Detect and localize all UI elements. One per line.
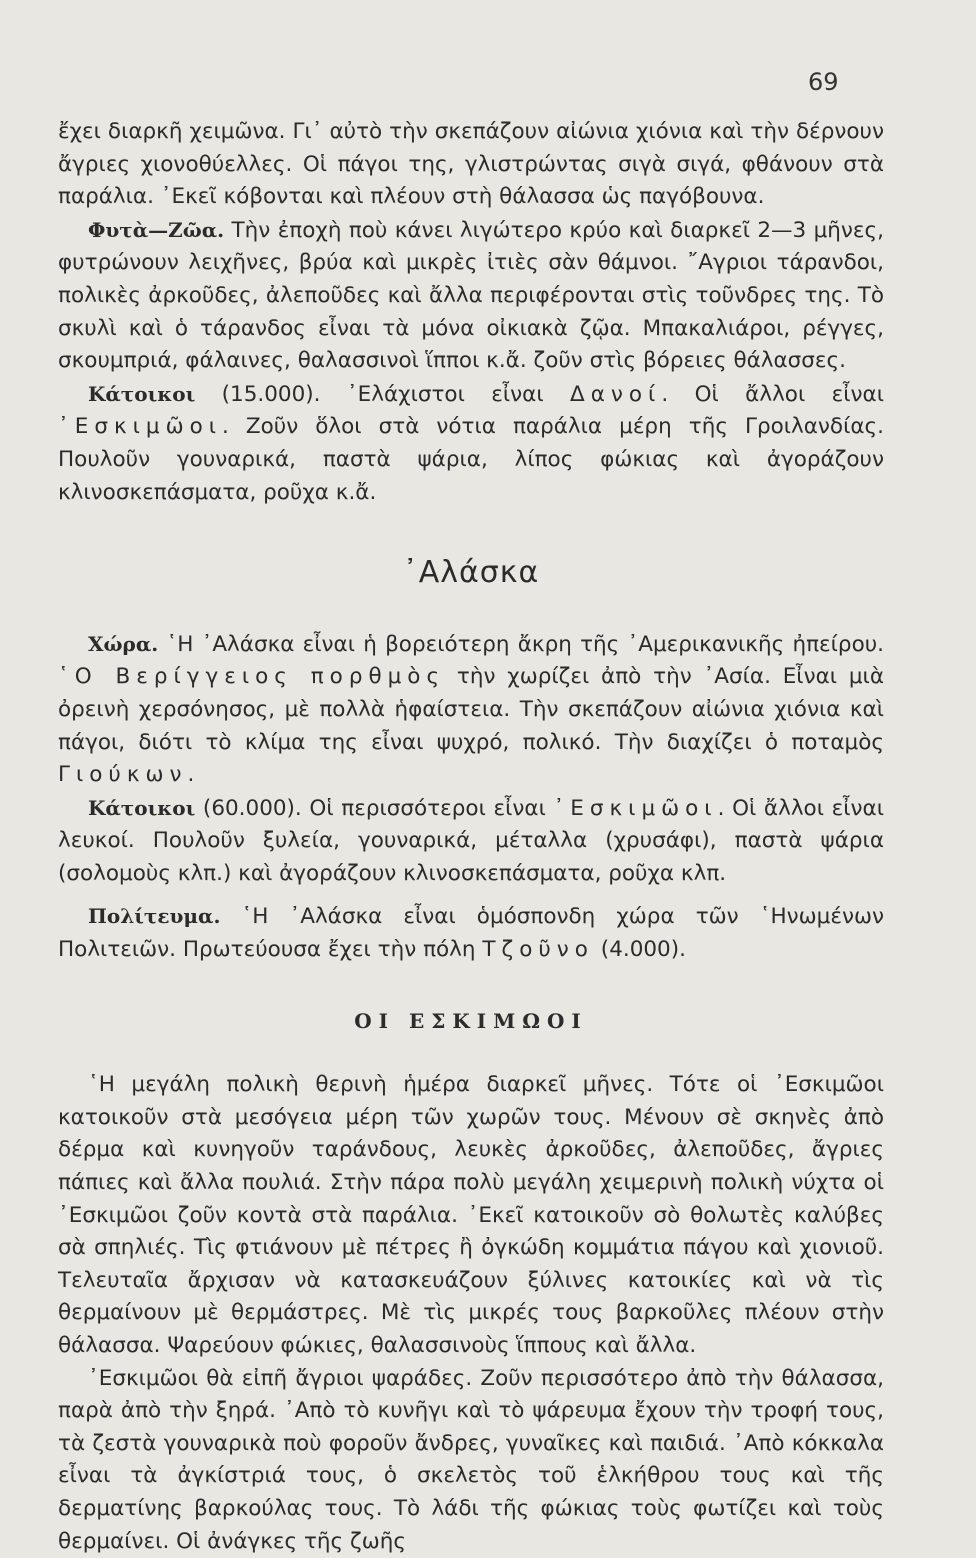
alaska-inhabitants-label: Κάτοικοι <box>88 795 196 820</box>
greenland-inhabitants-paragraph <box>58 378 884 509</box>
yukon-term: Γιούκων <box>58 762 188 788</box>
juneau-term: Τζοῦνο <box>482 937 594 963</box>
alaska-country-a: ῾Η ᾿Αλάσκα εἶναι ἡ βορειότερη ἄκρη τῆς ᾿Αμερικανικῆς ἠπείρου. <box>158 631 884 657</box>
alaska-inhabitants-b: . Οἱ ἄλλοι εἶναι λευκοί. Πουλοῦν ξυλεία, γουναρικά, μέταλλα (χρυσάφι), παστὰ ψάρια (σολομοὺς κλπ.) καὶ ἀγοράζουν κλινοσκεπάσματα, ροῦχα κλπ. <box>58 795 884 886</box>
flora-fauna-paragraph <box>58 214 884 378</box>
bering-strait-term: ῾Ο Βερίγγειος πορθμὸς <box>58 664 446 690</box>
alaska-polity-b: (4.000). <box>593 937 686 963</box>
greenland-inhabitants-b: . Οἱ ἄλλοι εἶναι <box>661 381 884 407</box>
page-body <box>58 116 884 1558</box>
alaska-polity-paragraph <box>58 900 884 966</box>
eskimos-paragraph-1: ῾Η μεγάλη πολικὴ θερινὴ ἡμέρα διαρκεῖ μῆνες. Τότε οἱ ᾿Εσκιμῶοι κατοικοῦν στὰ μεσόγεια μέρη τῶν χωρῶν τους. Μένουν σὲ σκηνὲς ἀπὸ δέρμα καὶ κυνηγοῦν ταράνδους, λευκὲς ἀρκοῦδες, ἀλεποῦδες, ἄγριες πάπιες καὶ ἄλλα πουλιά. Στὴν πάρα πολὺ μεγάλη χειμερινὴ πολικὴ νύχτα οἱ ᾿Εσκιμῶοι ζοῦν κοντὰ στὰ παράλια. ᾿Εκεῖ κατοικοῦν σὸ θολωτὲς καλύβες σὰ σπηλιές. Τὶς φτιάνουν μὲ πέτρες ἢ ὀγκώδη κομμάτια πάγου καὶ χιονιοῦ. Τελευταῖα ἄρχισαν νὰ κατασκευάζουν ξύλινες κατοικίες καὶ νὰ τὶς θερμαίνουν μὲ θερμάστρες. Μὲ τὶς μικρές τους βαρκοῦλες πλέουν στὴν θάλασσα. Ψαρεύουν φώκιες, θαλασσινοὺς ἵππους καὶ ἄλλα. <box>58 1072 884 1358</box>
alaska-inhabitants-a: (60.000). Οἱ περισσότεροι εἶναι <box>195 795 554 821</box>
page-number: 69 <box>808 68 839 96</box>
eskimos-term: ᾿Εσκιμῶοι <box>58 414 223 440</box>
alaska-title: ᾿Αλάσκα <box>402 555 540 591</box>
flora-fauna-text: Τὴν ἐποχὴ ποὺ κάνει λιγώτερο κρύο καὶ διαρκεῖ 2—3 μῆνες, φυτρώνουν λειχῆνες, βρύα καὶ μικρὲς ἰτιὲς σὰν θάμνοι. ῎Αγριοι τάρανδοι, πολικὲς ἀρκοῦδες, ἀλεποῦδες καὶ ἄλλα περιφέρονται στὶς τοῦνδρες της. Τὸ σκυλὶ καὶ ὁ τάρανδος εἶναι τὰ μόνα οἰκιακὰ ζῷα. Μπακαλιάροι, ρέγγες, σκουμπριά, φάλαινες, θαλασσινοὶ ἵπποι κ.ἄ. ζοῦν στὶς βόρειες θάλασσες. <box>58 217 884 374</box>
alaska-country-b: τὴν χωρίζει ἀπὸ τὴν ᾿Ασία. Εἶναι μιὰ ὀρεινὴ χερσόνησος, μὲ πολλὰ ἡφαίστεια. Τὴν σκεπάζουν αἰώνια χιόνια καὶ πάγοι, διότι τὸ κλίμα της εἶναι ψυχρό, πολικό. Τὴν διαχίζει ὁ ποταμὸς <box>58 664 884 755</box>
alaska-eskimos-term: ᾿Εσκιμῶοι <box>553 795 718 821</box>
alaska-inhabitants-paragraph <box>58 792 884 891</box>
danes-term: Δανοί <box>570 381 662 407</box>
intro-paragraph: ἔχει διαρκῆ χειμῶνα. Γι᾿ αὐτὸ τὴν σκεπάζουν αἰώνια χιόνια καὶ τὴν δέρνουν ἄγριες χιονοθύελλες. Οἱ πάγοι της, γλιστρώντας σιγὰ σιγά, φθάνουν στὰ παράλια. ᾿Εκεῖ κόβονται καὶ πλέουν στὴ θάλασσα ὡς παγόβουνα. <box>58 119 884 210</box>
alaska-country-label: Χώρα. <box>88 631 159 656</box>
greenland-inhabitants-c: . Ζοῦν ὅλοι στὰ νότια παράλια μέρη τῆς Γροιλανδίας. Πουλοῦν γουναρικά, παστὰ ψάρια, λίπος φώκιας καὶ ἀγοράζουν κλινοσκεπάσματα, ροῦχα κ.ἄ. <box>58 414 884 505</box>
flora-fauna-label: Φυτὰ—Ζῶα. <box>88 217 225 242</box>
eskimos-section-title: ΟΙ ΕΣΚΙΜΩΟΙ <box>354 1008 588 1033</box>
greenland-inhabitants-a: (15.000). ᾿Ελάχιστοι εἶναι <box>195 381 571 407</box>
eskimos-paragraph-2: ᾿Εσκιμῶοι θὰ εἰπῆ ἄγριοι ψαράδες. Ζοῦν περισσότερο ἀπὸ τὴν θάλασσα, παρὰ ἀπὸ τὴν ξηρά. ᾿Απὸ τὸ κυνῆγι καὶ τὸ ψάρευμα ἔχουν τὴν τροφή τους, τὰ ζεστὰ γουναρικὰ ποὺ φοροῦν ἄνδρες, γυναῖκες καὶ παιδιά. ᾿Απὸ κόκκαλα εἶναι τὰ ἀγκίστριά τους, ὁ σκελετὸς τοῦ ἑλκήθρου τους καὶ τῆς δερματίνης βαρκούλας τους. Τὸ λάδι τῆς φώκιας τοὺς φωτίζει καὶ τοὺς θερμαίνει. Οἱ ἀνάγκες τῆς ζωῆς <box>58 1365 884 1554</box>
alaska-country-c: . <box>187 762 195 788</box>
greenland-inhabitants-label: Κάτοικοι <box>88 381 196 406</box>
alaska-country-paragraph <box>58 628 884 792</box>
alaska-polity-a: ῾Η ᾿Αλάσκα εἶναι ὁμόσπονδη χώρα τῶν ῾Ηνωμένων Πολιτειῶν. Πρωτεύουσα ἔχει τὴν πόλη <box>58 904 884 963</box>
alaska-polity-label: Πολίτευμα. <box>88 904 221 929</box>
